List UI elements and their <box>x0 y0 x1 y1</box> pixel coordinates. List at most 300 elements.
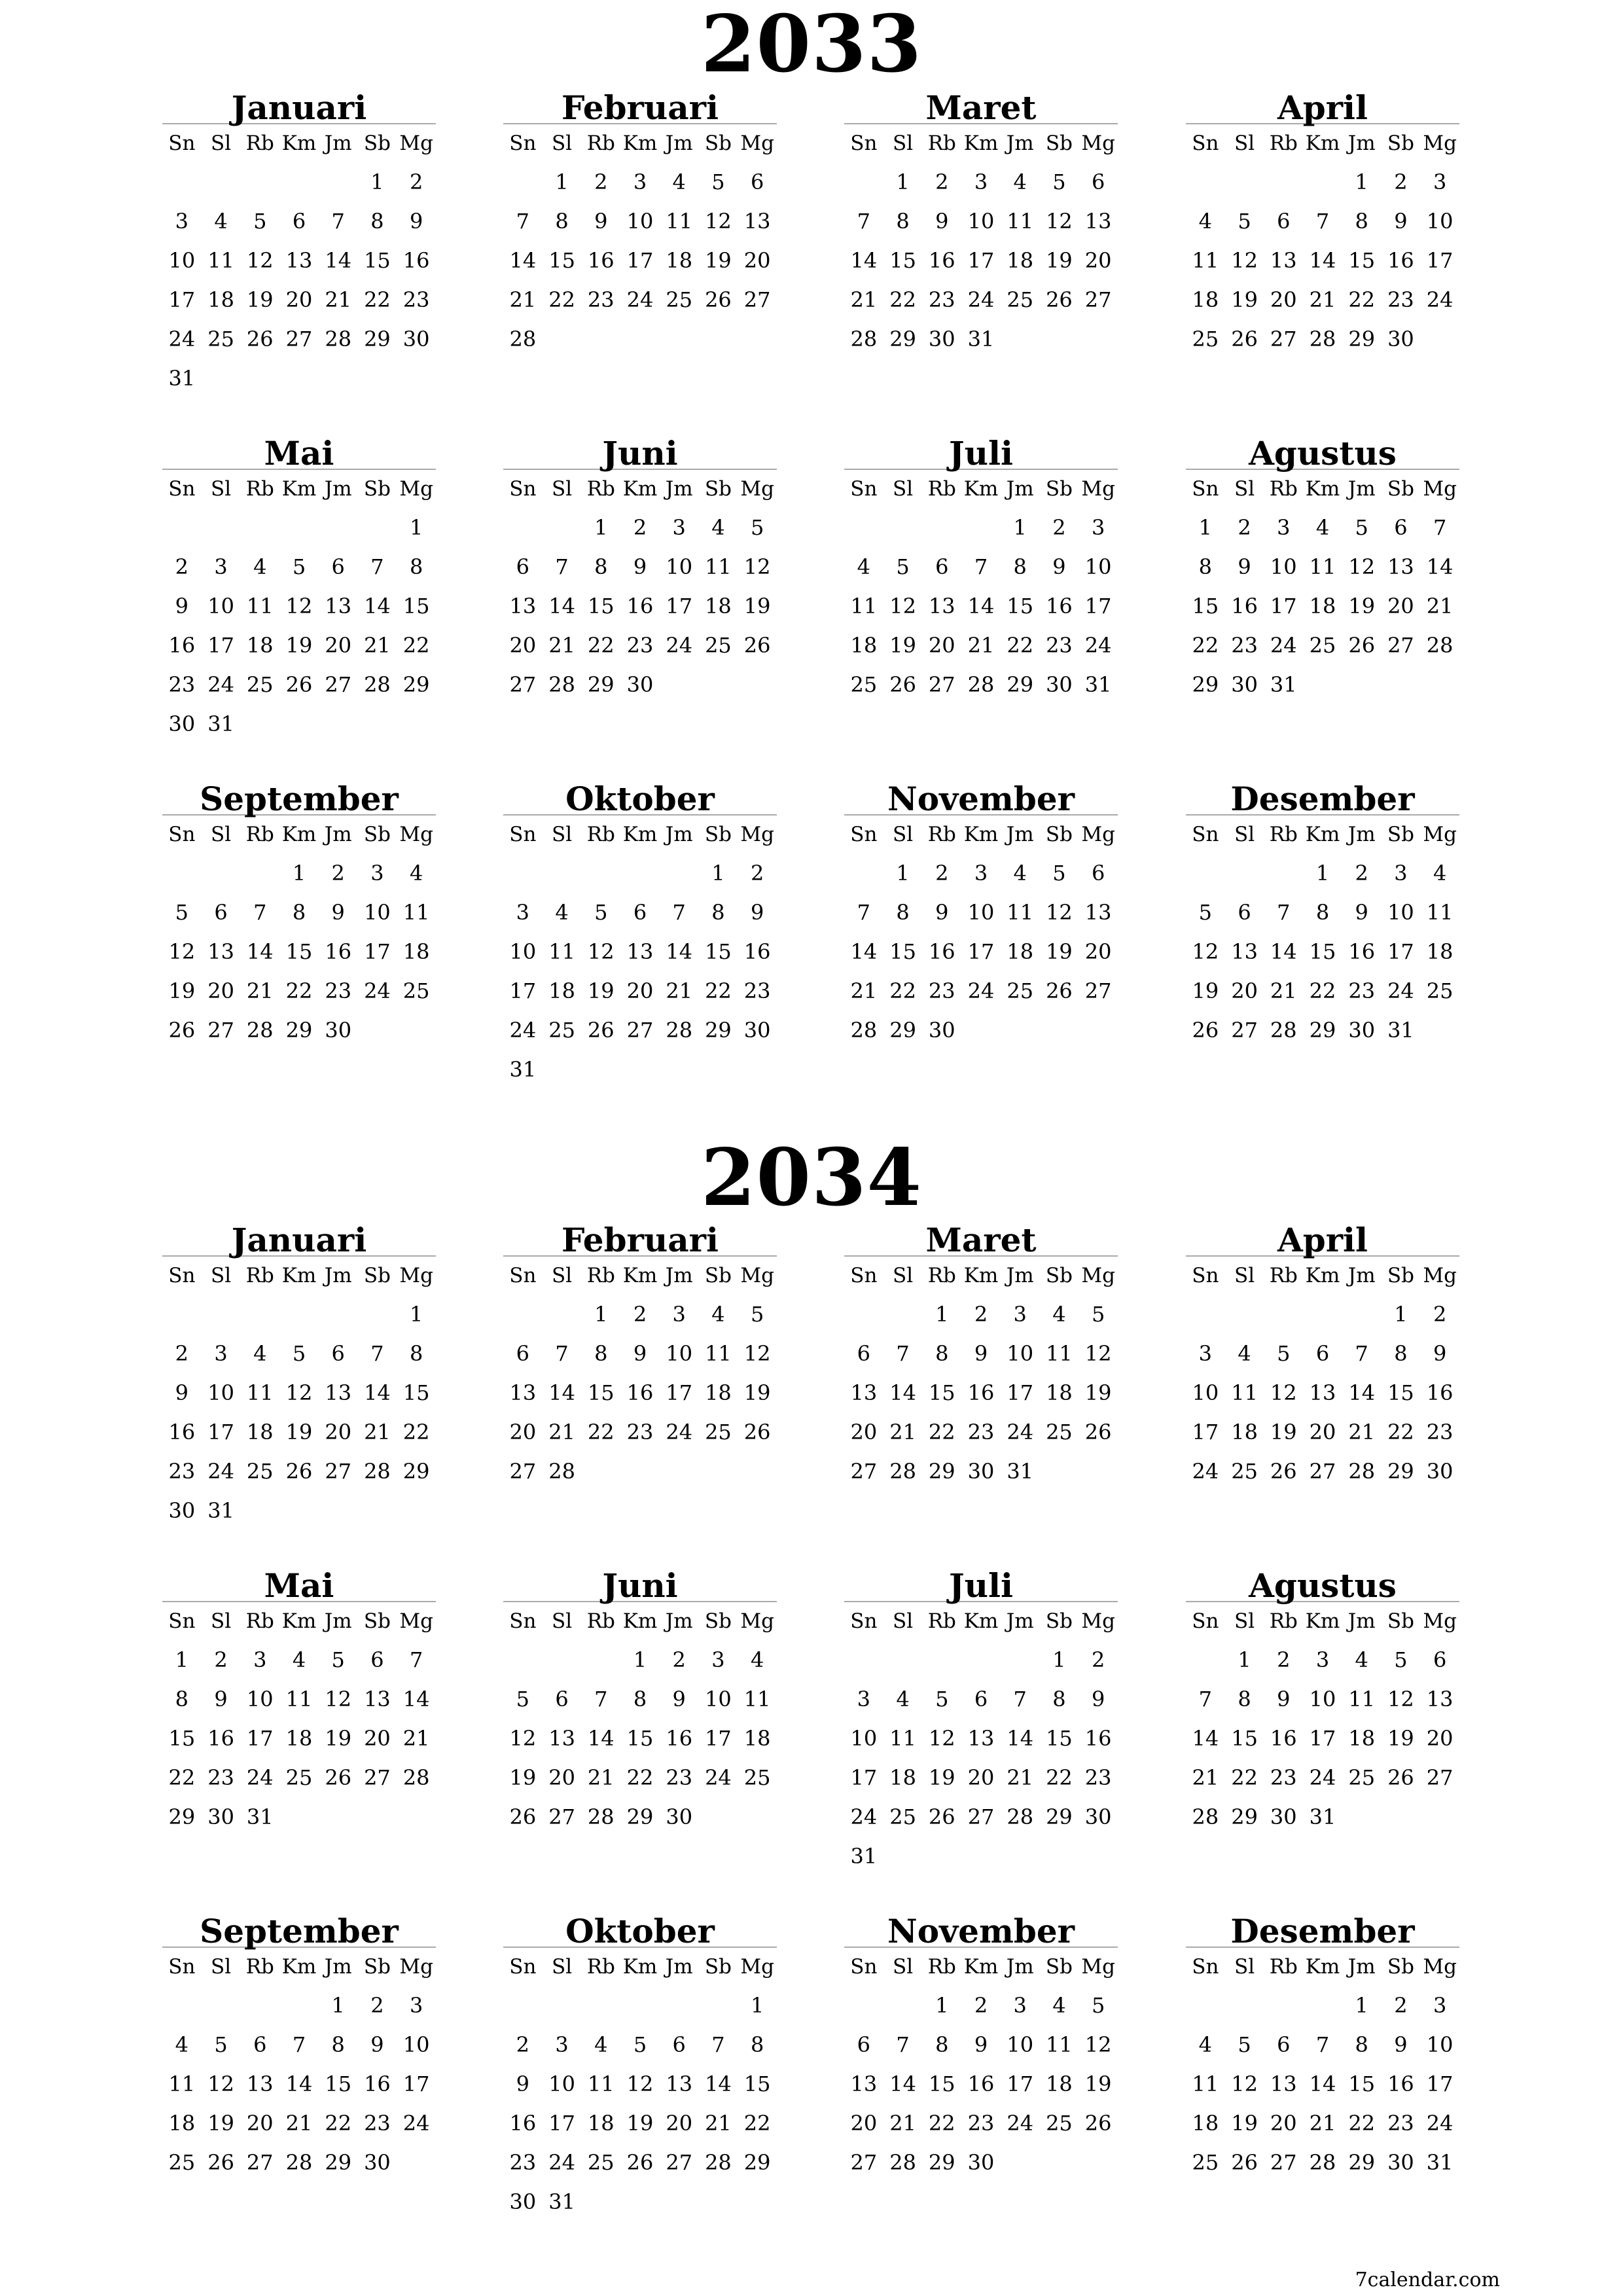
day-cell: 15 <box>402 1380 430 1405</box>
day-cell: 24 <box>1007 2111 1034 2136</box>
day-cell: 17 <box>1309 1726 1336 1751</box>
month-mai-2034 <box>162 1563 436 1837</box>
weekday-header: Sb <box>1387 1955 1414 1979</box>
day-cell: 8 <box>1238 1687 1251 1712</box>
day-cell: 18 <box>1348 1726 1376 1751</box>
day-cell: 13 <box>1270 248 1297 273</box>
day-cell: 10 <box>967 209 995 234</box>
weekday-header: Km <box>622 823 658 846</box>
day-cell: 28 <box>548 1459 575 1484</box>
day-cell: 13 <box>1084 209 1112 234</box>
day-cell: 6 <box>253 2032 267 2057</box>
day-cell: 9 <box>214 1687 228 1712</box>
day-cell: 17 <box>1084 594 1112 619</box>
day-cell: 30 <box>743 1018 771 1043</box>
day-cell: 4 <box>711 515 725 540</box>
day-cell: 7 <box>409 1647 423 1672</box>
empty-day-cell <box>503 1295 543 1334</box>
weekday-header: Rb <box>1269 1264 1298 1287</box>
day-cell: 17 <box>402 2072 430 2096</box>
day-cell: 7 <box>555 554 569 579</box>
day-cell: 26 <box>285 672 313 697</box>
month-oktober-2034 <box>503 1909 777 2221</box>
day-cell: 6 <box>555 1687 569 1712</box>
day-cell: 18 <box>285 1726 313 1751</box>
day-cell: 25 <box>889 1804 916 1829</box>
weekday-header: Rb <box>245 1955 274 1979</box>
month-agustus-2033 <box>1186 431 1459 704</box>
day-cell: 23 <box>207 1765 234 1790</box>
day-cell: 30 <box>928 327 955 351</box>
weekday-header: Rb <box>245 1264 274 1287</box>
day-cell: 21 <box>1426 594 1454 619</box>
day-cell: 12 <box>587 939 615 964</box>
day-cell: 12 <box>285 594 313 619</box>
day-cell: 9 <box>331 900 345 925</box>
day-cell: 28 <box>1192 1804 1219 1829</box>
day-cell: 5 <box>633 2032 647 2057</box>
weekday-header: Rb <box>586 1264 615 1287</box>
day-cell: 24 <box>207 1459 234 1484</box>
weekday-header: Sl <box>892 1609 914 1633</box>
empty-day-cell <box>162 1295 202 1334</box>
day-cell: 12 <box>705 209 732 234</box>
day-cell: 7 <box>857 900 871 925</box>
day-cell: 10 <box>850 1726 878 1751</box>
day-cell: 15 <box>1192 594 1219 619</box>
day-cell: 3 <box>370 861 384 886</box>
day-cell: 3 <box>633 170 647 194</box>
weekday-header: Km <box>963 477 999 501</box>
day-cell: 23 <box>967 2111 995 2136</box>
day-cell: 4 <box>1013 861 1027 886</box>
day-cell: 22 <box>325 2111 352 2136</box>
day-cell: 24 <box>666 633 693 658</box>
day-cell: 3 <box>1433 1993 1447 2018</box>
day-cell: 25 <box>1007 287 1034 312</box>
weekday-header: Sb <box>1387 1264 1414 1287</box>
weekday-header: Jm <box>1347 477 1376 501</box>
day-cell: 28 <box>285 2150 313 2175</box>
day-cell: 11 <box>705 554 732 579</box>
day-cell: 3 <box>214 1341 228 1366</box>
day-cell: 21 <box>1007 1765 1034 1790</box>
day-cell: 1 <box>1238 1647 1251 1672</box>
day-cell: 22 <box>1007 633 1034 658</box>
day-cell: 27 <box>285 327 313 351</box>
day-cell: 1 <box>750 1993 764 2018</box>
empty-day-cell <box>1225 853 1264 893</box>
day-cell: 13 <box>509 1380 537 1405</box>
empty-day-cell <box>883 1295 923 1334</box>
day-cell: 19 <box>705 248 732 273</box>
day-cell: 26 <box>325 1765 352 1790</box>
day-cell: 28 <box>850 327 878 351</box>
day-cell: 16 <box>1231 594 1258 619</box>
day-cell: 20 <box>1084 248 1112 273</box>
day-cell: 28 <box>967 672 995 697</box>
day-cell: 13 <box>246 2072 274 2096</box>
day-cell: 26 <box>1270 1459 1297 1484</box>
empty-day-cell <box>162 853 202 893</box>
day-cell: 9 <box>1355 900 1368 925</box>
weekday-header: Sn <box>509 477 537 501</box>
empty-day-cell <box>581 1640 620 1679</box>
empty-day-cell <box>279 162 319 202</box>
day-cell: 29 <box>587 672 615 697</box>
day-cell: 19 <box>1270 1420 1297 1444</box>
weekday-header: Mg <box>399 1609 433 1633</box>
day-cell: 29 <box>402 1459 430 1484</box>
day-cell: 2 <box>935 861 949 886</box>
day-cell: 13 <box>1231 939 1258 964</box>
day-cell: 20 <box>928 633 955 658</box>
day-cell: 19 <box>325 1726 352 1751</box>
day-cell: 16 <box>928 939 955 964</box>
empty-day-cell <box>922 1640 961 1679</box>
day-cell: 28 <box>1270 1018 1297 1043</box>
day-cell: 6 <box>331 1341 345 1366</box>
day-grid <box>162 816 436 1050</box>
weekday-header: Sn <box>850 1264 878 1287</box>
day-cell: 27 <box>325 1459 352 1484</box>
weekday-header: Km <box>622 1609 658 1633</box>
day-cell: 9 <box>1238 554 1251 579</box>
empty-day-cell <box>961 1640 1001 1679</box>
day-cell: 12 <box>168 939 196 964</box>
day-cell: 1 <box>1394 1302 1408 1327</box>
day-cell: 26 <box>1231 2150 1258 2175</box>
day-cell: 28 <box>850 1018 878 1043</box>
day-cell: 19 <box>1231 287 1258 312</box>
day-grid <box>503 470 777 704</box>
weekday-header: Rb <box>927 1609 956 1633</box>
day-cell: 12 <box>246 248 274 273</box>
month-september-2033 <box>162 776 436 1050</box>
empty-day-cell <box>319 162 358 202</box>
day-cell: 13 <box>285 248 313 273</box>
weekday-header: Jm <box>324 1264 352 1287</box>
day-cell: 6 <box>331 554 345 579</box>
day-cell: 24 <box>666 1420 693 1444</box>
day-cell: 30 <box>967 2150 995 2175</box>
day-grid <box>162 1257 436 1530</box>
day-grid <box>844 816 1118 1050</box>
day-cell: 12 <box>1046 900 1073 925</box>
day-cell: 13 <box>509 594 537 619</box>
day-cell: 18 <box>168 2111 196 2136</box>
empty-day-cell <box>1264 162 1303 202</box>
year-title-2033: 2033 <box>701 0 922 90</box>
day-cell: 30 <box>402 327 430 351</box>
day-cell: 12 <box>1192 939 1219 964</box>
day-cell: 11 <box>285 1687 313 1712</box>
day-cell: 7 <box>331 209 345 234</box>
day-cell: 11 <box>246 1380 274 1405</box>
day-cell: 6 <box>935 554 949 579</box>
day-cell: 17 <box>626 248 654 273</box>
day-cell: 26 <box>1084 1420 1112 1444</box>
day-cell: 9 <box>935 900 949 925</box>
month-november-2033 <box>844 776 1118 1050</box>
day-cell: 9 <box>1052 554 1066 579</box>
day-cell: 29 <box>364 327 391 351</box>
day-cell: 2 <box>1052 515 1066 540</box>
day-cell: 11 <box>850 594 878 619</box>
day-cell: 18 <box>1309 594 1336 619</box>
empty-day-cell <box>503 162 543 202</box>
weekday-header: Jm <box>665 477 693 501</box>
weekday-header: Sl <box>551 477 573 501</box>
weekday-header: Rb <box>927 477 956 501</box>
day-cell: 24 <box>1387 978 1414 1003</box>
day-cell: 13 <box>850 2072 878 2096</box>
day-cell: 17 <box>548 2111 575 2136</box>
weekday-header: Sn <box>850 1609 878 1633</box>
day-cell: 9 <box>409 209 423 234</box>
day-cell: 31 <box>1387 1018 1414 1043</box>
day-cell: 28 <box>364 1459 391 1484</box>
day-cell: 7 <box>1315 209 1330 234</box>
day-cell: 10 <box>246 1687 274 1712</box>
day-cell: 27 <box>743 287 771 312</box>
day-cell: 11 <box>1309 554 1336 579</box>
day-cell: 2 <box>594 170 608 194</box>
day-cell: 1 <box>1198 515 1213 540</box>
day-cell: 5 <box>1277 1341 1291 1366</box>
weekday-header: Sl <box>1234 477 1255 501</box>
day-cell: 4 <box>1052 1993 1066 2018</box>
weekday-header: Km <box>1305 823 1340 846</box>
empty-day-cell <box>1186 162 1225 202</box>
day-cell: 6 <box>1238 900 1251 925</box>
day-grid <box>162 124 436 398</box>
day-cell: 26 <box>246 327 274 351</box>
day-cell: 9 <box>672 1687 686 1712</box>
day-cell: 12 <box>1231 248 1258 273</box>
day-cell: 27 <box>1387 633 1414 658</box>
day-cell: 24 <box>1270 633 1297 658</box>
day-cell: 12 <box>1348 554 1376 579</box>
empty-day-cell <box>1342 1295 1382 1334</box>
day-cell: 7 <box>292 2032 306 2057</box>
weekday-header: Mg <box>1423 1609 1457 1633</box>
day-cell: 14 <box>548 1380 575 1405</box>
day-cell: 4 <box>555 900 569 925</box>
day-cell: 4 <box>214 209 228 234</box>
day-cell: 29 <box>1348 327 1376 351</box>
day-cell: 25 <box>1192 2150 1219 2175</box>
weekday-header: Jm <box>1347 1264 1376 1287</box>
day-cell: 27 <box>246 2150 274 2175</box>
day-cell: 7 <box>857 209 871 234</box>
day-cell: 20 <box>1270 2111 1297 2136</box>
day-cell: 17 <box>509 978 537 1003</box>
day-cell: 23 <box>626 1420 654 1444</box>
day-cell: 23 <box>1084 1765 1112 1790</box>
day-cell: 23 <box>967 1420 995 1444</box>
day-cell: 25 <box>1348 1765 1376 1790</box>
day-cell: 31 <box>168 366 196 391</box>
day-cell: 25 <box>1309 633 1336 658</box>
empty-day-cell <box>699 1986 738 2025</box>
day-cell: 2 <box>331 861 345 886</box>
empty-day-cell <box>1225 1295 1264 1334</box>
day-cell: 20 <box>1270 287 1297 312</box>
day-cell: 18 <box>743 1726 771 1751</box>
day-cell: 19 <box>1348 594 1376 619</box>
day-cell: 13 <box>364 1687 391 1712</box>
day-cell: 1 <box>409 1302 423 1327</box>
weekday-header: Sn <box>168 1609 196 1633</box>
day-cell: 24 <box>509 1018 537 1043</box>
empty-day-cell <box>660 1986 699 2025</box>
day-cell: 20 <box>246 2111 274 2136</box>
day-cell: 24 <box>1426 287 1454 312</box>
day-cell: 28 <box>548 672 575 697</box>
empty-day-cell <box>503 1986 543 2025</box>
day-cell: 7 <box>1198 1687 1213 1712</box>
weekday-header: Jm <box>1006 1955 1034 1979</box>
day-cell: 21 <box>1192 1765 1219 1790</box>
day-cell: 28 <box>1309 2150 1336 2175</box>
day-cell: 2 <box>370 1993 384 2018</box>
day-cell: 25 <box>246 672 274 697</box>
weekday-header: Sb <box>704 1609 732 1633</box>
day-cell: 12 <box>1387 1687 1414 1712</box>
day-cell: 3 <box>672 1302 686 1327</box>
day-cell: 29 <box>743 2150 771 2175</box>
day-cell: 5 <box>1052 170 1066 194</box>
day-cell: 21 <box>666 978 693 1003</box>
month-name: November <box>887 1912 1075 1950</box>
day-cell: 19 <box>285 1420 313 1444</box>
day-cell: 17 <box>666 594 693 619</box>
day-cell: 24 <box>626 287 654 312</box>
day-cell: 7 <box>1013 1687 1027 1712</box>
day-cell: 15 <box>168 1726 196 1751</box>
empty-day-cell <box>240 508 279 547</box>
empty-day-cell <box>1264 1986 1303 2025</box>
day-cell: 21 <box>364 633 391 658</box>
day-cell: 2 <box>175 1341 189 1366</box>
day-cell: 12 <box>285 1380 313 1405</box>
day-cell: 31 <box>246 1804 274 1829</box>
day-cell: 23 <box>1387 2111 1414 2136</box>
month-name: Maret <box>925 88 1037 127</box>
empty-day-cell <box>279 508 319 547</box>
day-cell: 18 <box>1046 2072 1073 2096</box>
day-cell: 27 <box>967 1804 995 1829</box>
day-cell: 20 <box>850 2111 878 2136</box>
weekday-header: Sn <box>168 1955 196 1979</box>
weekday-header: Sn <box>1192 477 1219 501</box>
day-cell: 8 <box>935 1341 949 1366</box>
day-cell: 6 <box>1091 861 1105 886</box>
day-cell: 14 <box>587 1726 615 1751</box>
day-cell: 4 <box>594 2032 608 2057</box>
weekday-header: Mg <box>740 1264 774 1287</box>
day-cell: 23 <box>666 1765 693 1790</box>
day-cell: 28 <box>705 2150 732 2175</box>
empty-day-cell <box>581 853 620 893</box>
weekday-header: Km <box>963 1264 999 1287</box>
day-cell: 15 <box>1007 594 1034 619</box>
day-cell: 14 <box>364 594 391 619</box>
empty-day-cell <box>1303 1295 1342 1334</box>
weekday-header: Mg <box>1423 132 1457 155</box>
day-cell: 2 <box>633 515 647 540</box>
day-cell: 20 <box>1387 594 1414 619</box>
day-cell: 3 <box>1013 1993 1027 2018</box>
day-cell: 14 <box>1309 248 1336 273</box>
month-desember-2033 <box>1186 776 1459 1050</box>
weekday-header: Mg <box>1081 1609 1115 1633</box>
day-cell: 24 <box>1426 2111 1454 2136</box>
day-cell: 30 <box>364 2150 391 2175</box>
weekday-header: Km <box>1305 477 1340 501</box>
day-cell: 20 <box>207 978 234 1003</box>
day-cell: 18 <box>246 633 274 658</box>
day-cell: 18 <box>1007 939 1034 964</box>
day-cell: 6 <box>1315 1341 1330 1366</box>
day-cell: 13 <box>850 1380 878 1405</box>
day-cell: 19 <box>1387 1726 1414 1751</box>
day-cell: 16 <box>168 633 196 658</box>
month-name: Desember <box>1230 780 1415 818</box>
empty-day-cell <box>319 1295 358 1334</box>
day-cell: 14 <box>548 594 575 619</box>
month-name: September <box>200 780 399 818</box>
day-cell: 4 <box>1238 1341 1251 1366</box>
month-name: Januari <box>231 1221 367 1259</box>
weekday-header: Sl <box>892 1955 914 1979</box>
day-cell: 29 <box>1309 1018 1336 1043</box>
empty-day-cell <box>844 162 883 202</box>
day-cell: 16 <box>587 248 615 273</box>
day-cell: 1 <box>1355 1993 1368 2018</box>
day-cell: 13 <box>325 1380 352 1405</box>
day-cell: 4 <box>672 170 686 194</box>
day-cell: 24 <box>1084 633 1112 658</box>
weekday-header: Km <box>281 1609 317 1633</box>
weekday-header: Sb <box>363 1955 391 1979</box>
month-april-2034 <box>1186 1217 1459 1491</box>
day-cell: 3 <box>1013 1302 1027 1327</box>
day-cell: 11 <box>1348 1687 1376 1712</box>
month-name: Agustus <box>1249 434 1397 473</box>
day-cell: 10 <box>207 594 234 619</box>
day-cell: 22 <box>1348 287 1376 312</box>
day-cell: 20 <box>325 1420 352 1444</box>
day-cell: 21 <box>850 978 878 1003</box>
day-cell: 19 <box>928 1765 955 1790</box>
day-cell: 1 <box>409 515 423 540</box>
weekday-header: Sn <box>1192 1609 1219 1633</box>
day-cell: 18 <box>402 939 430 964</box>
day-cell: 17 <box>364 939 391 964</box>
weekday-header: Km <box>622 1264 658 1287</box>
day-cell: 16 <box>402 248 430 273</box>
day-cell: 17 <box>207 633 234 658</box>
day-cell: 28 <box>402 1765 430 1790</box>
day-cell: 20 <box>285 287 313 312</box>
day-cell: 22 <box>1192 633 1219 658</box>
month-juli-2033 <box>844 431 1118 704</box>
day-cell: 3 <box>1277 515 1291 540</box>
weekday-header: Jm <box>1006 132 1034 155</box>
day-cell: 4 <box>1315 515 1330 540</box>
